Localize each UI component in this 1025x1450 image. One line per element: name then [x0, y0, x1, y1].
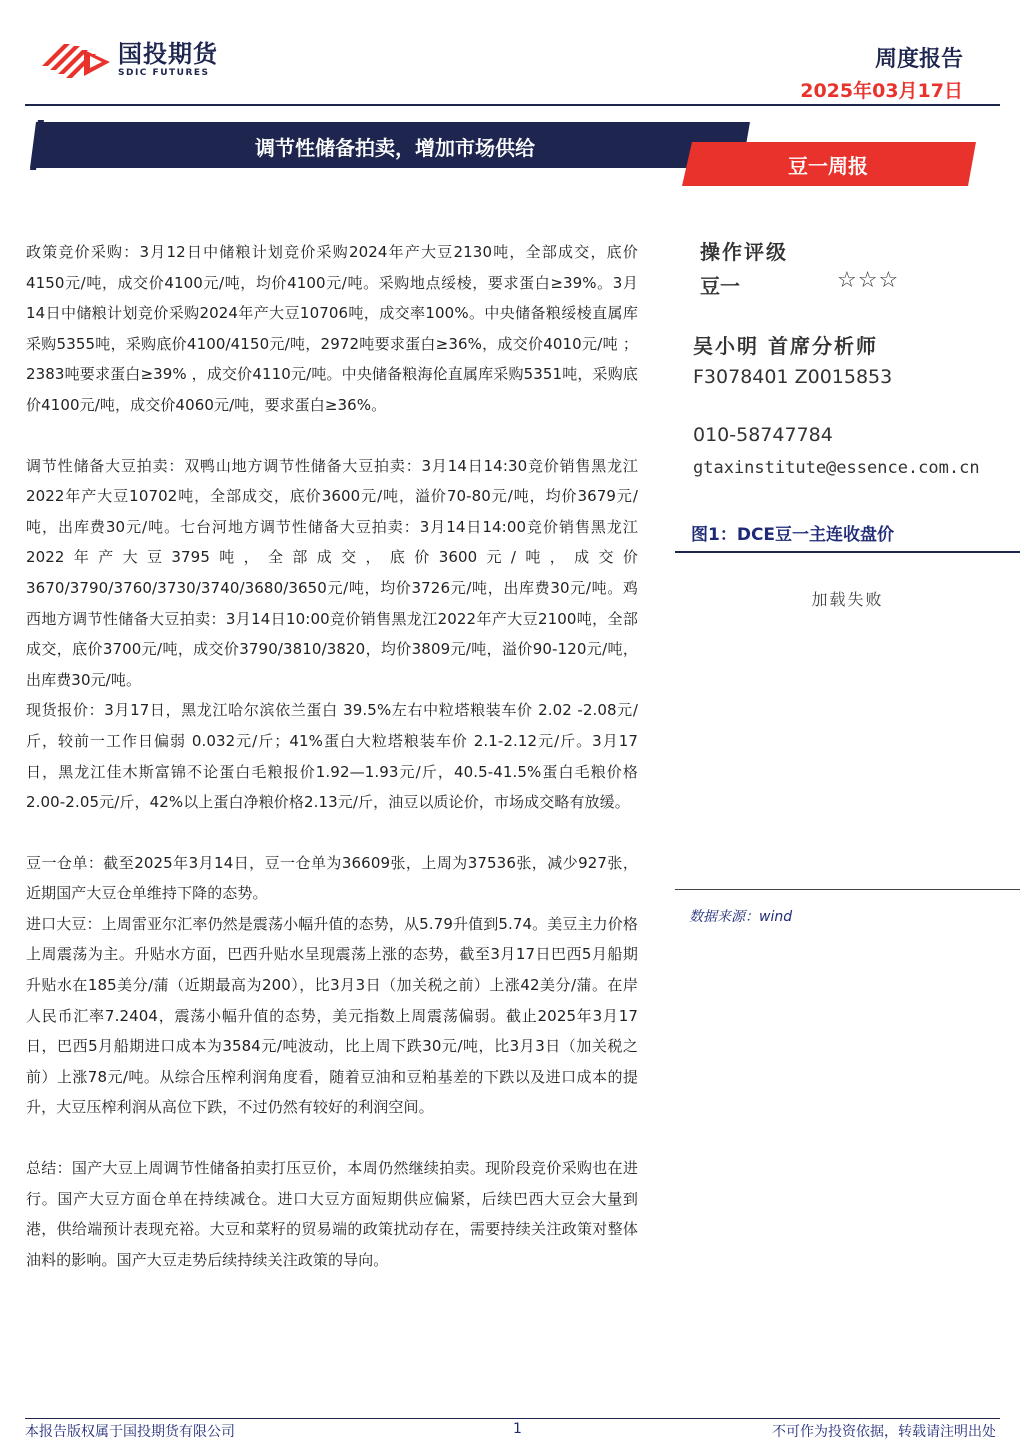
rating-item: 豆一 — [700, 274, 740, 298]
report-type: 周度报告 — [874, 47, 963, 72]
paragraph-gap — [26, 818, 638, 848]
analyst-email[interactable]: gtaxinstitute@essence.com.cn — [693, 458, 980, 478]
page-footer — [25, 1418, 1000, 1440]
rating-stars: ☆☆☆ — [837, 268, 900, 293]
sdic-logo-icon — [40, 40, 112, 80]
paragraph-gap — [26, 1123, 638, 1153]
report-title: 调节性储备拍卖，增加市场供给 — [255, 136, 535, 160]
report-date: 2025年03月17日 — [800, 80, 963, 102]
chart-placeholder — [675, 553, 1020, 889]
brand-name-cn: 国投期货 — [118, 40, 218, 68]
report-body — [26, 237, 638, 1275]
rating-title: 操作评级 — [700, 240, 788, 264]
analyst-phone: 010-58747784 — [693, 424, 833, 446]
import-soybean-paragraph: 进口大豆：上周雷亚尔汇率仍然是震荡小幅升值的态势，从5.79升值到5.74。美豆主力价格上周震荡为主。升贴水方面，巴西升贴水呈现震荡上涨的态势，截至3月17日巴西5月船期升贴水在185美分/蒲（近期最高为200），比3月3日（加关税之前）上涨42美分/蒲。在岸人民币汇率7.2404，震荡小幅升值的态势，美元指数上周震荡偏弱。截止2025年3月17日，巴西5月船期进口成本为3584元/吨波动，比上周下跌30元/吨，比3月3日（加关税之前）上涨78元/吨。从综合压榨利润角度看，随着豆油和豆粕基差的下跌以及进口成本的提升，大豆压榨利润从高位下跌，不过仍然有较好的利润空间。 — [26, 914, 638, 1117]
figure-source: 数据来源：wind — [689, 909, 793, 925]
chart-load-failed-text: 加载失败 — [811, 590, 884, 609]
disclaimer-notice: 不可作为投资依据，转载请注明出处 — [772, 1424, 996, 1440]
paragraph-gap — [26, 421, 638, 451]
copyright-notice: 本报告版权属于国投期货有限公司 — [25, 1424, 235, 1440]
analyst-name: 吴小明 首席分析师 — [693, 334, 878, 358]
header-divider — [25, 104, 1000, 106]
summary-paragraph: 总结：国产大豆上周调节性储备拍卖打压豆价，本周仍然继续拍卖。现阶段竞价采购也在进行。国产大豆方面仓单在持续减仓。进口大豆方面短期供应偏紧，后续巴西大豆会大量到港，供给端预计表现充裕。大豆和菜籽的贸易端的政策扰动存在，需要持续关注政策对整体油料的影响。国产大豆走势后续持续关注政策的导向。 — [26, 1159, 638, 1269]
reserve-auction-paragraph: 调节性储备大豆拍卖：双鸭山地方调节性储备大豆拍卖：3月14日14:30竞价销售黑龙江2022年产大豆10702吨，全部成交，底价3600元/吨，溢价70-80元/吨，均价3679元/吨，出库费30元/吨。七台河地方调节性储备大豆拍卖：3月14日14:00竞价销售黑龙江2022年产大豆3795吨，全部成交，底价3600元/吨，成交价3670/3790/3760/3730/3740/3680/3650元/吨，均价3726元/吨，出库费30元/吨。鸡西地方调节性储备大豆拍卖：3月14日10:00竞价销售黑龙江2022年产大豆2100吨，全部成交，底价3700元/吨，成交价3790/3810/3820，均价3809元/吨，溢价90-120元/吨，出库费30元/吨。 — [26, 456, 638, 689]
page-number: 1 — [513, 1421, 522, 1437]
brand-logo — [40, 40, 218, 80]
spot-price-paragraph: 现货报价：3月17日，黑龙江哈尔滨依兰蛋白 39.5%左右中粒塔粮装车价 2.02 -2.08元/斤，较前一工作日偏弱 0.032元/斤；41%蛋白大粒塔粮装车价 2.1-2.12元/斤。3月17日，黑龙江佳木斯富锦不论蛋白毛粮报价1.92—1.93元/斤，40.5-41.5%蛋白毛粮价格 2.00-2.05元/斤，42%以上蛋白净粮价格2.13元/斤，油豆以质论价，市场成交略有放缓。 — [26, 701, 638, 812]
analyst-license: F3078401 Z0015853 — [693, 366, 893, 388]
policy-purchase-paragraph: 政策竞价采购：3月12日中储粮计划竞价采购2024年产大豆2130吨，全部成交，底价4150元/吨，成交价4100元/吨，均价4100元/吨。采购地点绥棱，要求蛋白≥39%。3月14日中储粮计划竞价采购2024年产大豆10706吨，成交率100%。中央储备粮绥棱直属库采购5355吨，采购底价4100/4150元/吨，2972吨要求蛋白≥36%，成交价4010元/吨 ；2383吨要求蛋白≥39% ，成交价4110元/吨。中央储备粮海伦直属库采购5351吨，采购底价4100元/吨，成交价4060元/吨，要求蛋白≥36%。 — [26, 243, 638, 414]
brand-name-en: SDIC FUTURES — [118, 68, 210, 78]
figure-bottom-rule — [675, 889, 1020, 890]
figure-title: 图1：DCE豆一主连收盘价 — [691, 525, 895, 545]
warehouse-receipt-paragraph: 豆一仓单：截至2025年3月14日，豆一仓单为36609张，上周为37536张，减少927张，近期国产大豆仓单维持下降的态势。 — [26, 853, 638, 903]
report-category-tag: 豆一周报 — [788, 154, 868, 178]
